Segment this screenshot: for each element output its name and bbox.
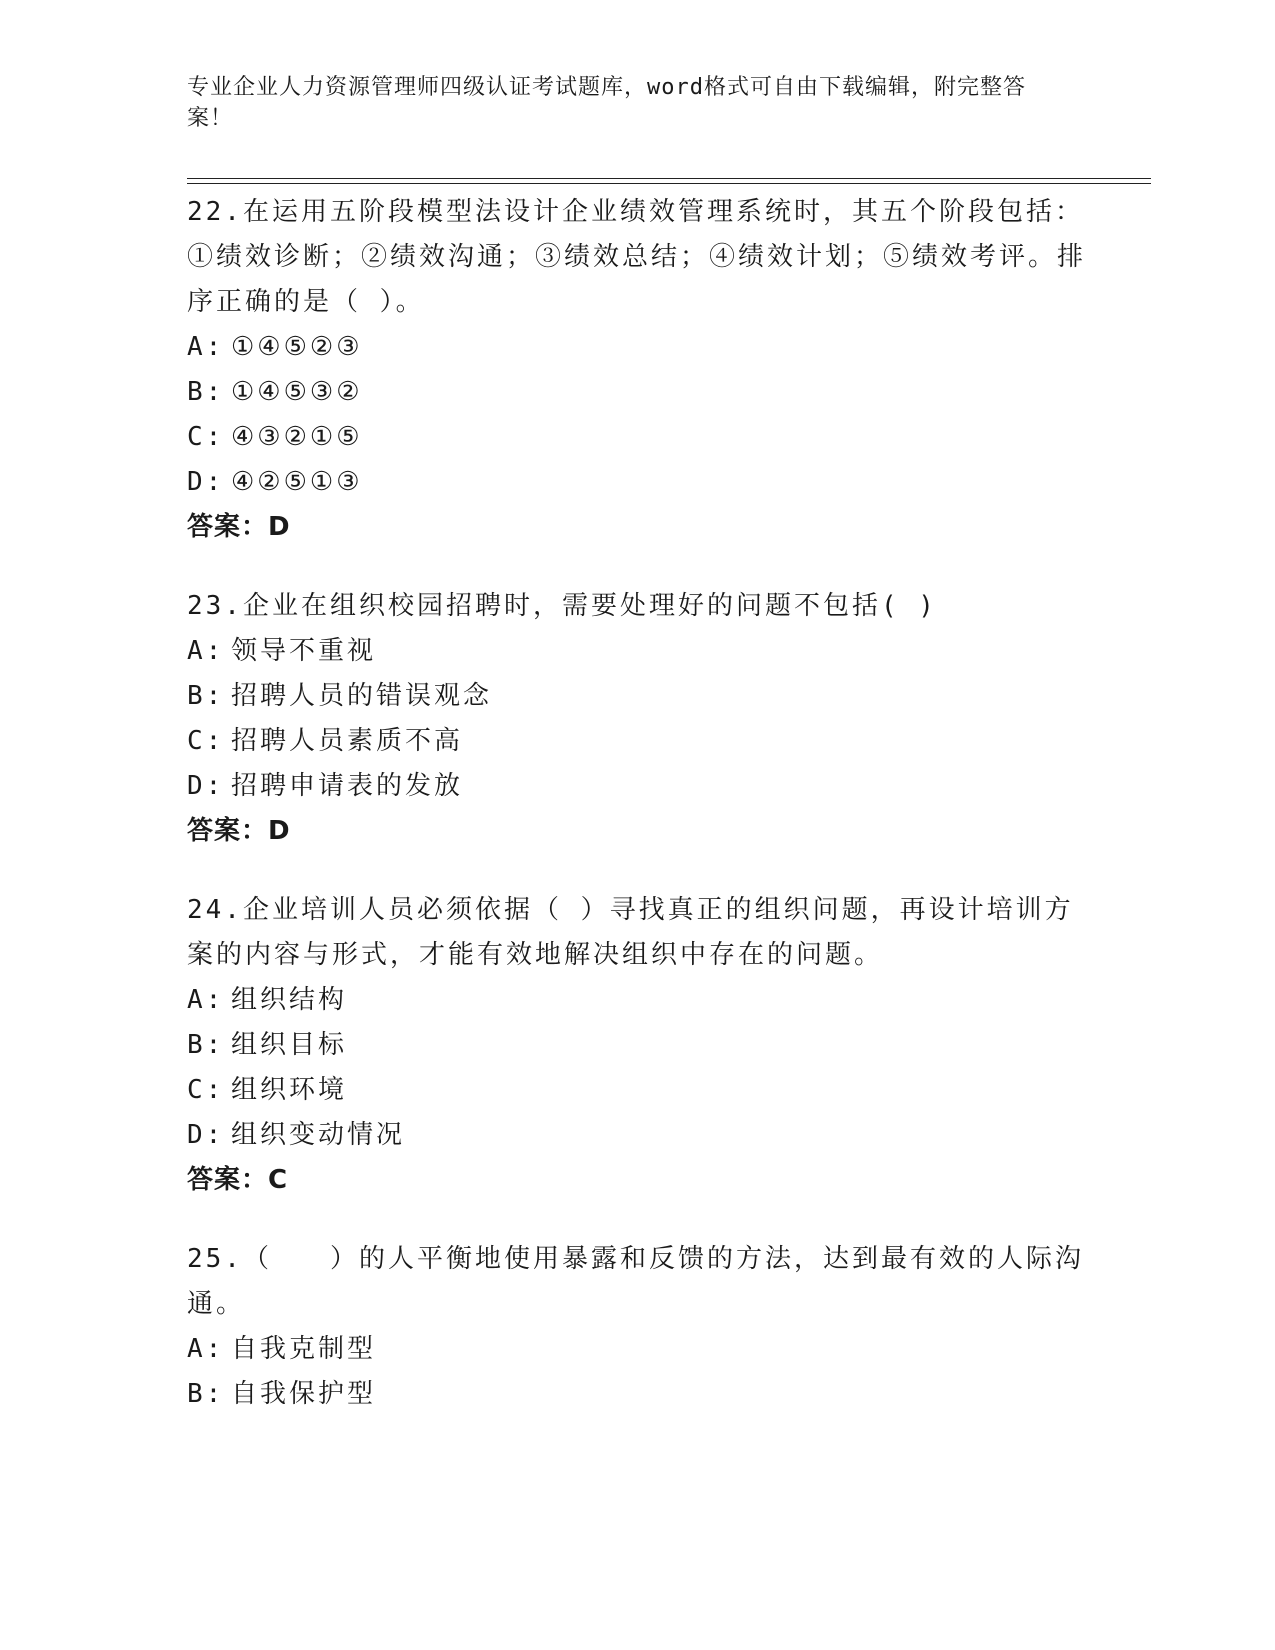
option-key: C: [187,422,225,452]
header-divider-bottom [187,183,1151,184]
option-text: 自我保护型 [231,1379,377,1409]
option-key: A: [187,1334,225,1364]
option-text: 组织目标 [231,1030,348,1060]
option-text: ④③②①⑤ [231,422,363,452]
option-text: 组织结构 [231,985,348,1015]
answer-label: 答案：D [187,512,291,542]
option-b [187,674,1087,719]
option-key: A: [187,332,225,362]
option-c [187,415,1087,460]
option-key: D: [187,467,225,497]
option-text: 招聘人员素质不高 [231,726,464,756]
option-key: C: [187,1075,225,1105]
option-text: 招聘人员的错误观念 [231,681,493,711]
question-stem: 23.企业在组织校园招聘时，需要处理好的问题不包括( ) [187,591,937,621]
option-key: B: [187,377,225,407]
option-text: ①④⑤②③ [231,332,363,362]
option-b [187,370,1087,415]
document-header: 专业企业人力资源管理师四级认证考试题库，word格式可自由下载编辑，附完整答案！ [187,75,1026,131]
option-key: B: [187,681,225,711]
option-text: 组织环境 [231,1075,348,1105]
question-stem: 24.企业培训人员必须依据（ ）寻找真正的组织问题，再设计培训方案的内容与形式，才能有效地解决组织中存在的问题。 [187,895,1074,970]
option-a [187,325,1087,370]
option-d [187,764,1087,809]
option-text: 领导不重视 [231,636,377,666]
question-stem: 22.在运用五阶段模型法设计企业绩效管理系统时，其五个阶段包括：①绩效诊断；②绩效沟通；③绩效总结；④绩效计划；⑤绩效考评。排序正确的是（ ）。 [187,197,1087,317]
question-23 [187,584,1087,854]
option-b [187,1372,1087,1417]
option-d [187,1113,1087,1158]
option-a [187,1327,1087,1372]
option-c [187,719,1087,764]
option-a [187,629,1087,674]
option-c [187,1068,1087,1113]
option-text: 组织变动情况 [231,1120,406,1150]
option-key: A: [187,636,225,666]
header-divider-top [187,178,1151,179]
question-22 [187,190,1087,550]
option-key: C: [187,726,225,756]
answer-label: 答案：C [187,1165,289,1195]
option-text: ①④⑤③② [231,377,363,407]
option-d [187,460,1087,505]
question-24 [187,888,1087,1203]
option-key: D: [187,771,225,801]
option-key: B: [187,1030,225,1060]
option-text: 招聘申请表的发放 [231,771,464,801]
option-key: B: [187,1379,225,1409]
option-key: D: [187,1120,225,1150]
option-b [187,1023,1087,1068]
question-stem: 25.（ ）的人平衡地使用暴露和反馈的方法，达到最有效的人际沟通。 [187,1244,1084,1319]
option-key: A: [187,985,225,1015]
option-text: 自我克制型 [231,1334,377,1364]
option-a [187,978,1087,1023]
question-list [187,190,1087,1451]
question-25 [187,1237,1087,1417]
option-text: ④②⑤①③ [231,467,363,497]
answer-label: 答案：D [187,816,291,846]
